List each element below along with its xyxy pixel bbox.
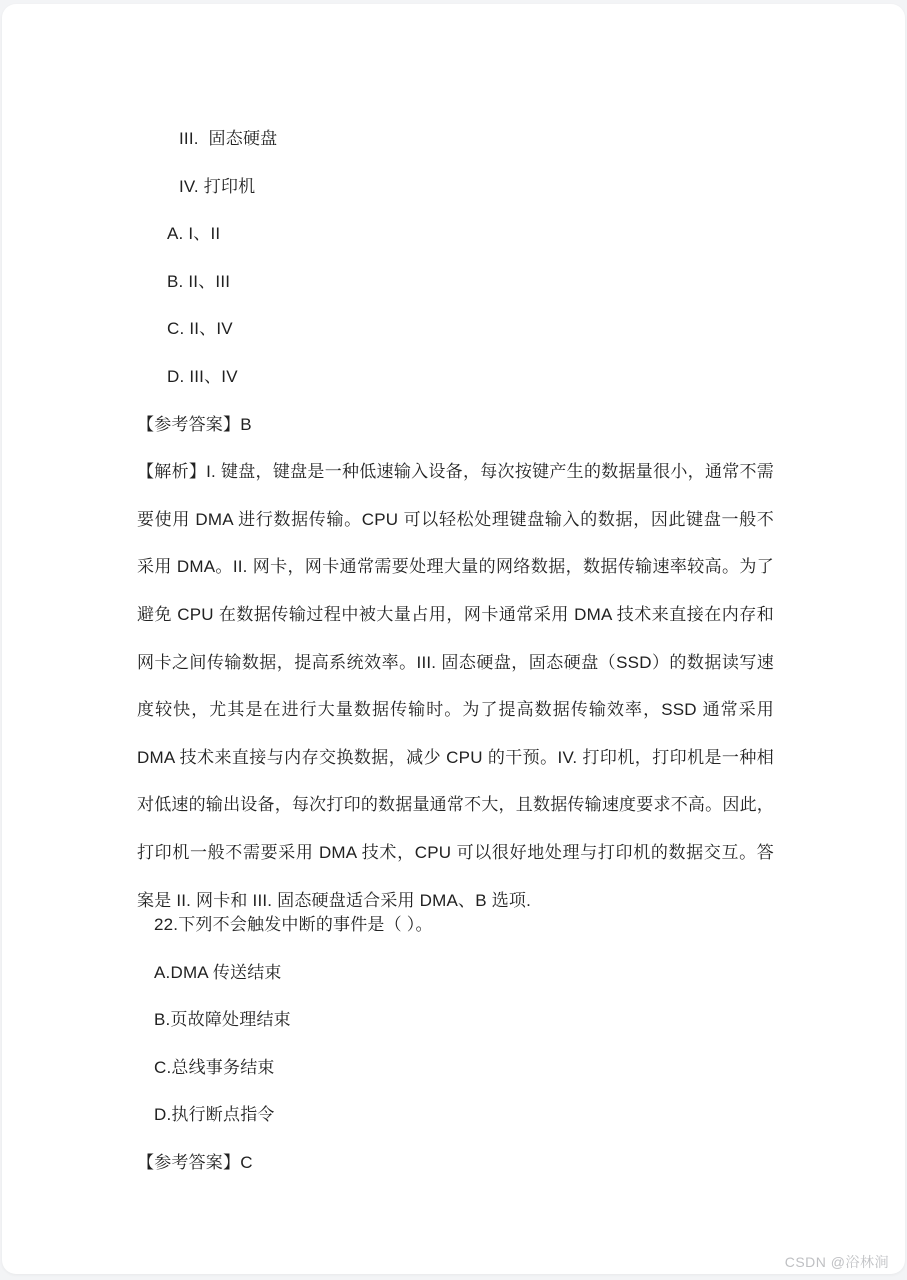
reference-answer-21: 【参考答案】B [137,414,252,434]
question-22-title: 22.下列不会触发中断的事件是（ ）。 [154,915,433,934]
roman-item-iii: III. 固态硬盘 [179,129,278,148]
option-c: C. II、IV [167,319,233,339]
question-21-block [137,115,774,924]
option-c: C.总线事务结束 [154,1057,275,1077]
option-d: D. III、IV [167,366,238,386]
option-a: A. I、II [167,224,221,244]
roman-item-iv: IV. 打印机 [179,176,256,196]
analysis-paragraph: 【解析】I. 键盘，键盘是一种低速输入设备，每次按键产生的数据量很小，通常不需要使用 DMA 进行数据传输。CPU 可以轻松处理键盘输入的数据，因此键盘一般不采用 DMA。II. 网卡，网卡通常需要处理大量的网络数据，数据传输速率较高。为了避免 CPU 在数据传输过程中被大量占用，网卡通常采用 DMA 技术来直接在内存和网卡之间传输数据，提高系统效率。III. 固态硬盘，固态硬盘（SSD）的数据读写速度较快，尤其是在进行大量数据传输时。为了提高数据传输效率，SSD 通常采用 DMA 技术来直接与内存交换数据，减少 CPU 的干预。IV. 打印机，打印机是一种相对低速的输出设备，每次打印的数据量通常不大，且数据传输速度要求不高。因此，打印机一般不需要采用 DMA 技术，CPU 可以很好地处理与打印机的数据交互。答案是 II. 网卡和 III. 固态硬盘适合采用 DMA、B 选项. [137,462,774,910]
option-d: D.执行断点指令 [154,1105,275,1125]
csdn-watermark: CSDN @浴林涧 [784,1254,889,1270]
question-22-block [137,901,774,1187]
reference-answer-22: 【参考答案】C [137,1152,253,1172]
option-a: A.DMA 传送结束 [154,962,282,982]
option-b: B. II、III [167,271,231,291]
option-b: B.页故障处理结束 [154,1010,291,1030]
